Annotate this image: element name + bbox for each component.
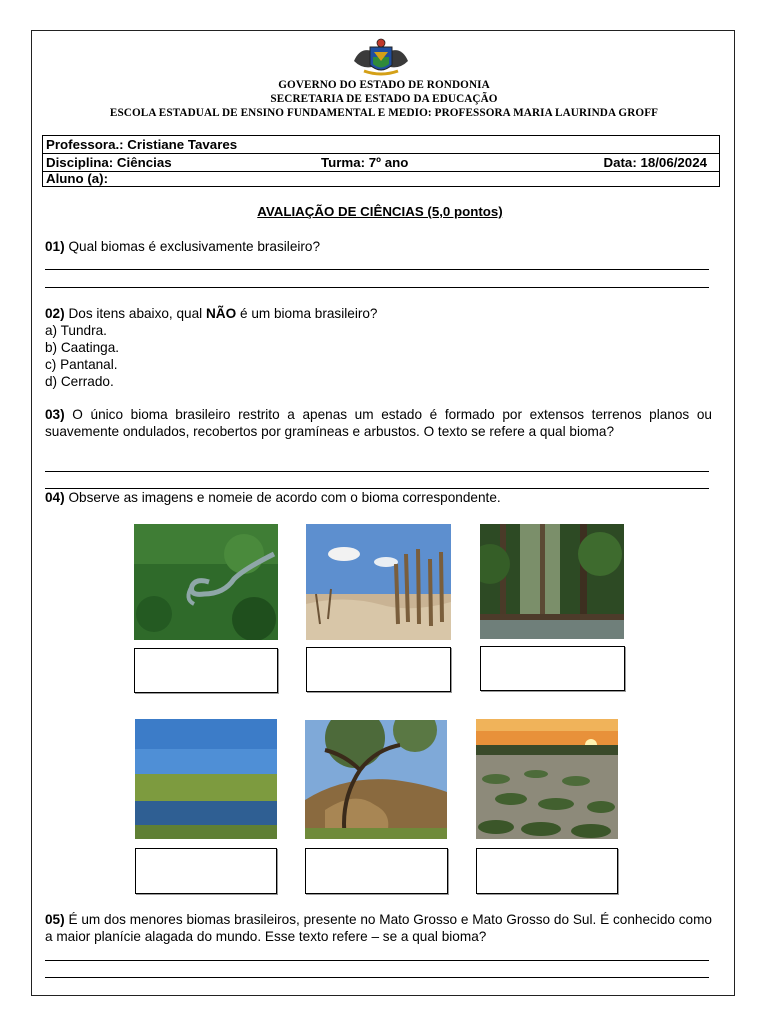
answer-line-5b[interactable] bbox=[45, 977, 709, 978]
question-1 bbox=[45, 238, 712, 255]
answer-box-4[interactable] bbox=[135, 848, 277, 894]
header-secretariat: SECRETARIA DE ESTADO DA EDUCAÇÃO bbox=[270, 93, 498, 105]
class-grade: Turma: 7º ano bbox=[321, 155, 409, 170]
question-4-number: 04) bbox=[45, 490, 65, 505]
option-b[interactable]: b) Caatinga. bbox=[45, 340, 120, 355]
question-5-text: É um dos menores biomas brasileiros, presente no Mato Grosso e Mato Grosso do Sul. É conhecido como a maior planície alagada do mundo. Esse texto refere – se a qual bioma? bbox=[45, 912, 712, 944]
amazon-river-forest-photo bbox=[134, 524, 278, 640]
answer-line-1a[interactable] bbox=[45, 269, 709, 270]
question-2-text-after: é um bioma brasileiro? bbox=[239, 306, 378, 321]
question-4 bbox=[45, 489, 712, 506]
state-crest-icon bbox=[350, 37, 412, 77]
question-3-number: 03) bbox=[45, 407, 65, 422]
subject: Disciplina: Ciências bbox=[46, 155, 172, 170]
pampa-grassland-photo bbox=[135, 719, 277, 839]
option-c[interactable]: c) Pantanal. bbox=[45, 357, 118, 372]
answer-box-5[interactable] bbox=[305, 848, 448, 894]
info-table bbox=[42, 135, 720, 187]
answer-line-5a[interactable] bbox=[45, 960, 709, 961]
answer-box-6[interactable] bbox=[476, 848, 618, 894]
question-2 bbox=[45, 305, 712, 322]
answer-box-3[interactable] bbox=[480, 646, 625, 691]
question-1-number: 01) bbox=[45, 239, 65, 254]
question-1-text: Qual biomas é exclusivamente brasileiro? bbox=[68, 239, 321, 254]
teacher-name: Professora.: Cristiane Tavares bbox=[46, 137, 238, 152]
question-3 bbox=[45, 406, 712, 440]
info-row-teacher bbox=[43, 136, 719, 153]
question-5-number: 05) bbox=[45, 912, 65, 927]
answer-line-1b[interactable] bbox=[45, 287, 709, 288]
exam-date: Data: 18/06/2024 bbox=[603, 155, 707, 170]
question-5 bbox=[45, 911, 712, 945]
option-a[interactable]: a) Tundra. bbox=[45, 323, 107, 338]
header-school: ESCOLA ESTADUAL DE ENSINO FUNDAMENTAL E MEDIO: PROFESSORA MARIA LAURINDA GROFF bbox=[109, 107, 659, 119]
question-2-emphasis: NÃO bbox=[205, 306, 237, 321]
answer-box-1[interactable] bbox=[134, 648, 278, 693]
answer-box-2[interactable] bbox=[306, 647, 451, 692]
student-label[interactable]: Aluno (a): bbox=[46, 171, 109, 186]
caatinga-cactus-photo bbox=[306, 524, 451, 640]
question-4-text: Observe as imagens e nomeie de acordo com o bioma correspondente. bbox=[68, 490, 501, 505]
atlantic-forest-stream-photo bbox=[480, 524, 624, 639]
exam-title: AVALIAÇÃO DE CIÊNCIAS (5,0 pontos) bbox=[257, 204, 503, 219]
header-government: GOVERNO DO ESTADO DE RONDONIA bbox=[278, 79, 490, 91]
answer-line-3a[interactable] bbox=[45, 471, 709, 472]
option-d[interactable]: d) Cerrado. bbox=[45, 374, 114, 389]
question-2-text-before: Dos itens abaixo, qual bbox=[68, 306, 203, 321]
question-2-number: 02) bbox=[45, 306, 65, 321]
question-3-text: O único bioma brasileiro restrito a apenas um estado é formado por extensos terrenos planos ou suavemente ondulados, recobertos por gramíneas e arbustos. O texto se refere a qual bioma? bbox=[45, 407, 712, 439]
cerrado-twisted-tree-photo bbox=[305, 720, 447, 839]
pantanal-water-lilies-photo bbox=[476, 719, 618, 839]
info-row-student bbox=[43, 170, 719, 187]
